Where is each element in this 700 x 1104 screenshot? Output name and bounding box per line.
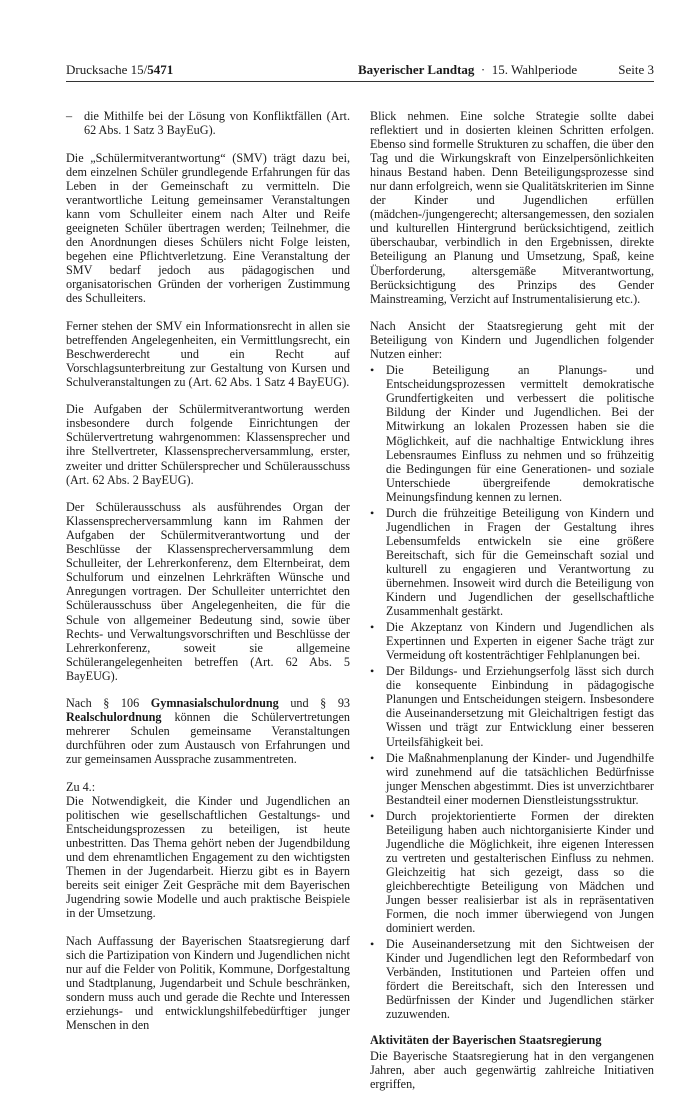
p5-c: und § 93 [278, 696, 351, 711]
doc-number: 5471 [147, 62, 174, 77]
paragraph-initiativen: Die Bayerische Staatsregierung hat in den vergangenen Jahren, aber auch gegenwärtig zahlreiche Initiativen ergriffen, [370, 1048, 654, 1091]
list-item [370, 620, 654, 662]
bullet-icon: • [370, 937, 375, 952]
paragraph-smv-tasks: Die Aufgaben der Schülermitverantwortung werden insbesondere durch folgende Einrichtungen der Schülervertretung wahrgenommen: Klassensprecher und ihre Stellvertreter, Klassensprecherversammlung, erster, zweiter und dritter Schülersprecher und Schülerausschuss (Art. 62 Abs. 2 BayEUG). [66, 402, 350, 487]
doc-label: Drucksache 15/ [66, 62, 148, 77]
header-rule [66, 81, 654, 82]
p5-e: können die Schülervertretungen mehrerer Schulen gemeinsame Veranstaltungen durchführen oder zum Austausch von Erfahrungen und zur gemeinsamen Aussprache zusammentreten. [66, 710, 350, 767]
header-separator: · [480, 62, 486, 77]
paragraph-schulordnung [66, 696, 350, 766]
paragraph-smv: Die „Schülermitverantwortung“ (SMV) trägt dazu bei, dem einzelnen Schüler grundlegende Erfahrungen für das Leben in der Gemeinschaft zu vermitteln. Die verantwortliche Leitung gemeinsamer Veranstaltungen kann vom Schulleiter einem nach Alter und Reife geeigneten Schüler übertragen werden; Teilnehmer, die den Anordnungen dieses Schülers nicht Folge leisten, begehen eine Pflichtverletzung. Eine Veranstaltung der SMV bedarf jedoch aus pädagogischen und organisatorischen Gründen der vorherigen Zustimmung des Schulleiters. [66, 150, 350, 306]
p5-a: Nach § 106 [66, 696, 151, 711]
bullet-icon: • [370, 750, 375, 765]
list-item-text: Der Bildungs- und Erziehungserfolg lässt sich durch die konsequente Einbindung in pädagogische Planungen und Entscheidungen steigern. Insbesondere die Auseinandersetzung mit Gleichaltrigen festigt das Wissen und trägt zur Entwicklung einer besseren Urteilsfähigkeit bei. [386, 664, 654, 749]
list-item [370, 937, 654, 1021]
list-item-text: Die Maßnahmenplanung der Kinder- und Jugendhilfe wird zunehmend auf die tatsächlichen Bedürfnisse junger Menschen abgestimmt. Dies ist unverzichtbarer Bestandteil einer modernen Dienstleistungsstruktur. [386, 750, 654, 807]
list-item [370, 751, 654, 807]
left-column [66, 109, 350, 1046]
paragraph-smv-rights: Ferner stehen der SMV ein Informationsrecht in allen sie betreffenden Angelegenheiten, ein Vermittlungsrecht, ein Beschwerderecht und ein Recht auf Vorschlagsunterbreitung zur Gestaltung von Kursen und Schulveranstaltungen zu (Art. 62 Abs. 1 Satz 4 BayEUG). [66, 318, 350, 389]
paragraph-zu4 [66, 780, 350, 920]
paragraph-partizipation: Nach Auffassung der Bayerischen Staatsregierung darf sich die Partizipation von Kindern und Jugendlichen nicht nur auf die Felder von Politik, Kommune, Dorfgestaltung und Stadtplanung, Jugendarbeit und Schule beschränken, sondern muss auch und gerade die Rechte und Interessen erziehungs- und entwicklungshilfebedürftiger junger Menschen in den [66, 933, 350, 1033]
dash-marker: – [66, 109, 73, 123]
p5-b: Gymnasialschulordnung [150, 696, 279, 711]
bullet-icon: • [370, 620, 375, 635]
bullet-icon: • [370, 808, 375, 823]
paragraph-nutzen: Nach Ansicht der Staatsregierung geht mit der Beteiligung von Kindern und Jugendlichen folgender Nutzen einher: [370, 319, 654, 362]
list-item-text: Durch projektorientierte Formen der direkten Beteiligung haben auch nichtorganisierte Kinder und Jugendliche die Möglichkeit, ihre eigenen Interessen zu vertreten und gestalterischen Einfluss zu nehmen. Gleichzeitig hat sich gezeigt, dass so die gleichberechtigte Beteiligung von Mädchen und Jungen besser realisierbar ist als in repräsentativen Formen, die noch immer überwiegend von Jungen dominiert werden. [386, 808, 654, 936]
bullet-icon: • [370, 505, 375, 520]
dash-item-text: die Mithilfe bei der Lösung von Konfliktfällen (Art. 62 Abs. 1 Satz 3 BayEuG). [84, 109, 350, 138]
list-item [370, 664, 654, 748]
parliament-period [358, 62, 577, 78]
list-item-text: Die Akzeptanz von Kindern und Jugendlichen als Expertinnen und Experten in eigener Sache trägt zur Vermeidung oft kostenträchtiger Fehlplanungen bei. [386, 620, 654, 663]
page-header [66, 62, 654, 80]
dash-list-item [66, 109, 350, 137]
list-item-text: Durch die frühzeitige Beteiligung von Kindern und Jugendlichen in Fragen der Gestaltung ihres Lebensumfelds entwickeln sie eine größere Bereitschaft, sich für die Gemeinschaft sozial und kulturell zu engagieren und Verantwortung zu übernehmen. Insoweit wird durch die Beteiligung von Kindern und Jugendlichen der gesellschaftliche Zusammenhalt gestärkt. [386, 505, 654, 619]
zu4-text: Die Notwendigkeit, die Kinder und Jugendlichen an politischen wie gesellschaftlichen Gestaltungs- und Entscheidungsprozessen zu beteiligen, ist heute unbestritten. Das Thema gehört neben der Jugendbildung und dem ehrenamtlichen Engagement zu den wichtigsten Themen in der Jugendarbeit. Hierzu gibt es in Bayern bereits seit einiger Zeit Gespräche mit dem Bayerischen Jugendring sowie Modelle und auch praktische Beispiele in der Umsetzung. [66, 794, 350, 921]
bullet-icon: • [370, 363, 375, 378]
parliament-name: Bayerischer Landtag [358, 62, 475, 77]
right-column [370, 109, 654, 1104]
legislative-period: 15. Wahlperiode [491, 62, 578, 77]
bullet-icon: • [370, 664, 375, 679]
list-item [370, 363, 654, 503]
paragraph-schuelerausschuss: Der Schülerausschuss als ausführendes Organ der Klassensprecherversammlung kann im Rahmen der Aufgaben der Schülermitverantwortung und der Beschlüsse der Klassensprecherversammlung dem Schulleiter, der Lehrerkonferenz, dem Elternbeirat, dem Schulforum und einzelnen Lehrkräften Wünsche und Anregungen vortragen. Der Schulleiter unterrichtet den Schülerausschuss über Angelegenheiten, die für die Schule von allgemeiner Bedeutung sind, sowie über Rechts- und Verwaltungsvorschriften und Beschlüsse der Lehrerkonferenz, soweit sie allgemeine Schülerangelegenheiten betreffen (Art. 62 Abs. 5 BayEUG). [66, 500, 350, 683]
p5-d: Realschulordnung [66, 710, 162, 725]
zu4-label: Zu 4.: [66, 779, 96, 794]
list-item-text: Die Beteiligung an Planungs- und Entscheidungsprozessen vermittelt demokratische Grundfertigkeiten und verbessert die politische Bildung der Kinder und Jugendlichen. Bei der Mitwirkung an lokalen Prozessen haben sie die Möglichkeit, auf die nachhaltige Entwicklung ihres Lebensraumes Einfluss zu nehmen und so frühzeitig die Bedingungen für eine Generationen- und soziale Unterschiede übergreifende demokratische Meinungsfindung kennen zu lernen. [386, 363, 654, 504]
section-heading: Aktivitäten der Bayerischen Staatsregierung [370, 1033, 602, 1048]
document-number [66, 62, 173, 78]
benefits-list [370, 363, 654, 1021]
list-item-text: Die Auseinandersetzung mit den Sichtweisen der Kinder und Jugendlichen legt den Reformbedarf von Verbänden, Institutionen und Parteien offen und fördert die Bereitschaft, sich den Interessen und Bedürfnissen der Kinder und Jugendlichen stärker zuzuwenden. [386, 937, 654, 1022]
list-item [370, 809, 654, 935]
list-item [370, 506, 654, 618]
page-number: Seite 3 [618, 62, 654, 77]
paragraph-strategie: Blick nehmen. Eine solche Strategie sollte dabei reflektiert und in dosierten kleinen Schritten erfolgen. Ebenso sind formelle Strukturen zu schaffen, die über den Tag und die Wirkungskraft von Einzelpersönlichkeiten hinaus Bestand haben. Denn Beteiligungsprozesse sind nur dann erfolgreich, wenn sie Qualitätskriterien im Sinne der Kinder und Jugendlichen erfüllen (mädchen-/jungengerecht; altersangemessen, den sozialen und kulturellen Hintergrund berücksichtigend, zeitlich überschaubar, verbindlich in den Ergebnissen, direkte Beteiligung an Planung und Umsetzung, Spaß, keine Überforderung, altersgemäße Mitverantwortung, Berücksichtigung des Prinzips des Gender Mainstreaming, Verzicht auf Instrumentalisierung etc.). [370, 109, 654, 306]
